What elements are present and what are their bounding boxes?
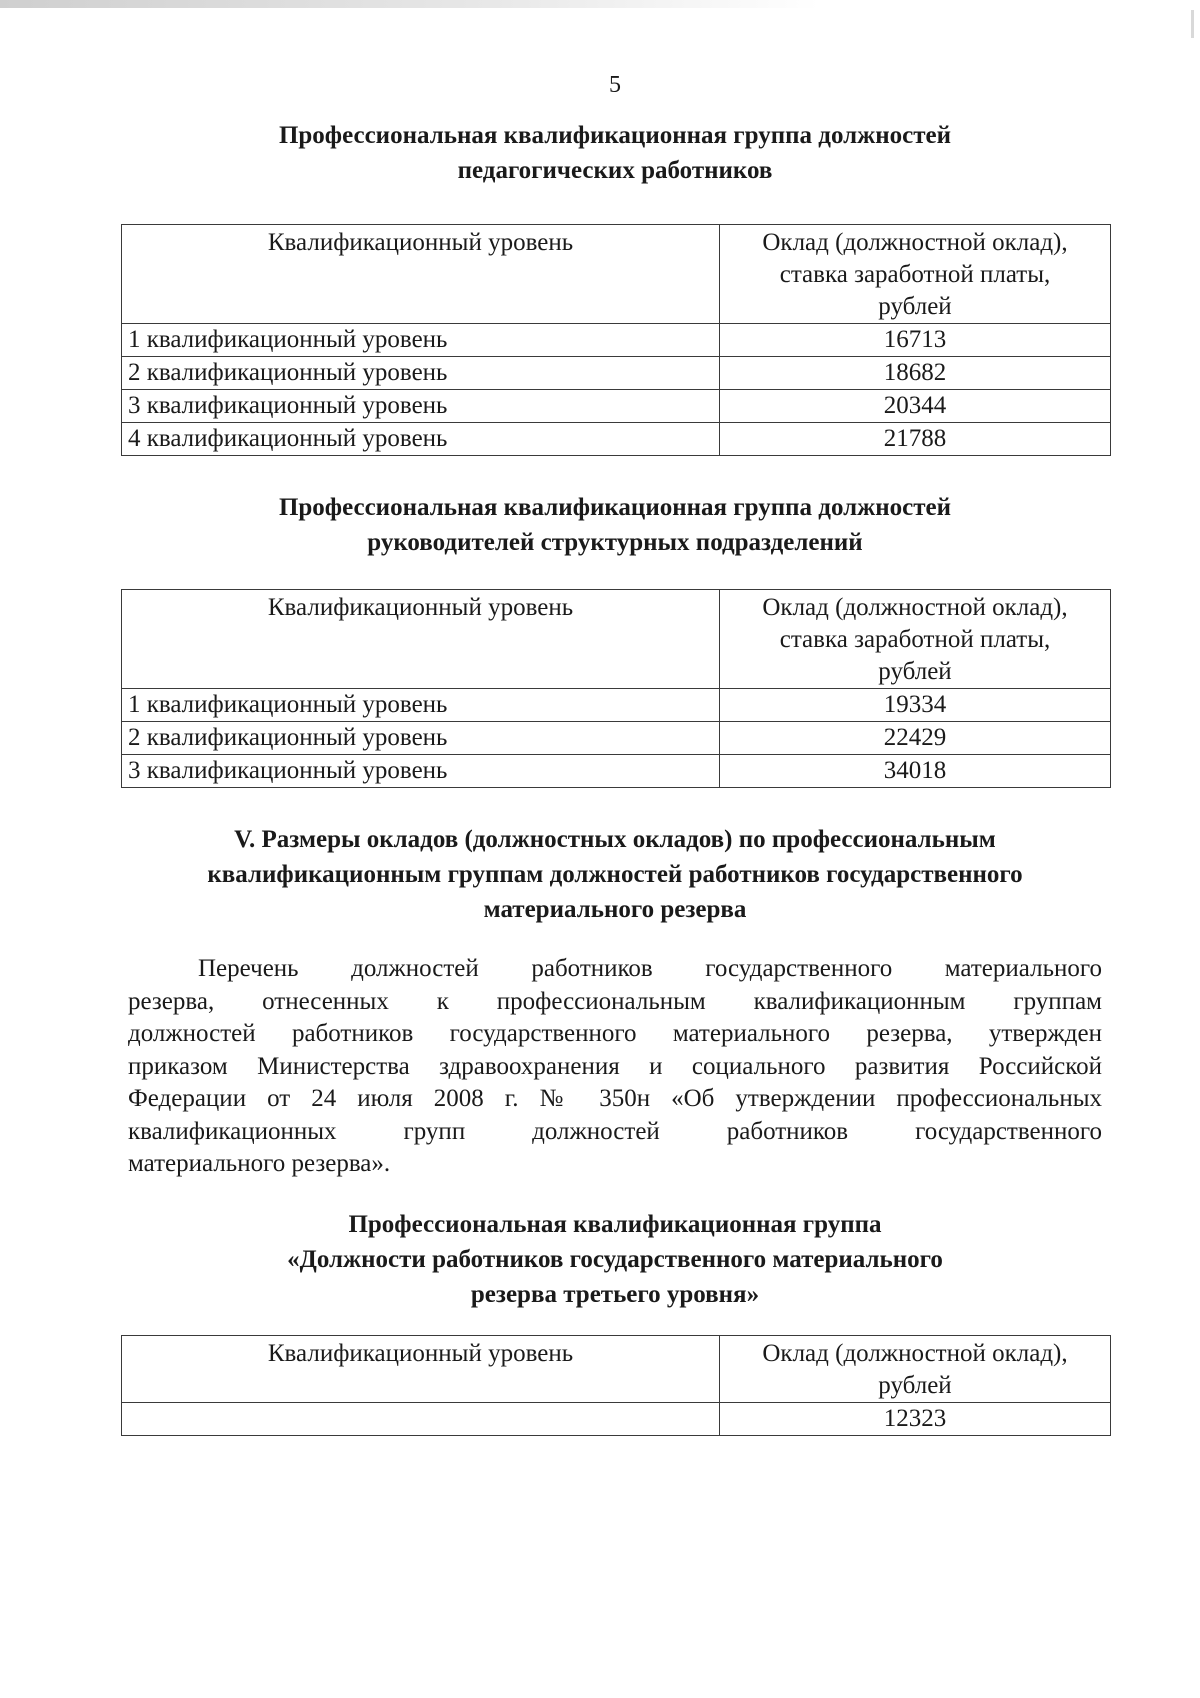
heading-line: «Должности работников государственного материального	[287, 1246, 943, 1273]
paragraph-line: Федерации от 24 июля 2008 г. № 350н «Об утверждении профессиональных	[128, 1085, 1102, 1112]
paragraph-line: квалификационных групп должностей работников государственного	[128, 1117, 1102, 1145]
header-salary-line: Оклад (должностной оклад),	[762, 229, 1068, 256]
salary-cell: 34018	[720, 755, 1111, 788]
table-row	[122, 1403, 1111, 1436]
chapter-heading	[120, 822, 1110, 927]
heading-line: квалификационным группам должностей работников государственного	[207, 861, 1023, 888]
table-row	[122, 423, 1111, 456]
table-header-row	[122, 225, 1111, 324]
salary-table-pedagogical	[121, 224, 1111, 456]
heading-line: Профессиональная квалификационная группа должностей	[278, 122, 952, 149]
heading-line: резерва третьего уровня»	[470, 1281, 760, 1308]
qualification-level-cell: 2 квалификационный уровень	[122, 357, 720, 390]
heading-line: Профессиональная квалификационная группа	[348, 1211, 882, 1238]
header-salary-line: рублей	[878, 293, 952, 320]
qualification-level-cell: 1 квалификационный уровень	[122, 689, 720, 722]
header-salary	[720, 1336, 1111, 1403]
heading-line: руководителей структурных подразделений	[367, 529, 863, 556]
table-row	[122, 324, 1111, 357]
qualification-level-cell: 1 квалификационный уровень	[122, 324, 720, 357]
salary-cell: 12323	[720, 1403, 1111, 1436]
salary-cell: 19334	[720, 689, 1111, 722]
header-salary-line: Оклад (должностной оклад),	[762, 1340, 1068, 1367]
salary-cell: 22429	[720, 722, 1111, 755]
salary-cell: 21788	[720, 423, 1111, 456]
header-qualification-level: Квалификационный уровень	[122, 225, 720, 324]
paragraph-line: Перечень должностей работников государственного материального	[198, 955, 1102, 982]
header-salary-line: рублей	[878, 658, 952, 685]
heading-line: материального резерва	[483, 896, 747, 923]
header-salary	[720, 590, 1111, 689]
table-row	[122, 755, 1111, 788]
header-salary-line: ставка заработной платы,	[779, 626, 1051, 653]
qualification-level-cell: 2 квалификационный уровень	[122, 722, 720, 755]
salary-cell: 18682	[720, 357, 1111, 390]
section-heading-pedagogical	[120, 118, 1110, 188]
paragraph-line: должностей работников государственного материального резерва, утвержден	[128, 1020, 1102, 1047]
header-salary	[720, 225, 1111, 324]
table-row	[122, 357, 1111, 390]
table-row	[122, 722, 1111, 755]
heading-line: Профессиональная квалификационная группа должностей	[278, 494, 952, 521]
scan-edge-artifact	[0, 0, 820, 8]
table-row	[122, 390, 1111, 423]
paragraph-line: резерва, отнесенных к профессиональным квалификационным группам	[128, 987, 1102, 1015]
salary-table-reserve	[121, 1335, 1111, 1436]
header-qualification-level: Квалификационный уровень	[122, 590, 720, 689]
salary-cell: 16713	[720, 324, 1111, 357]
qualification-level-cell: 3 квалификационный уровень	[122, 755, 720, 788]
header-salary-line: Оклад (должностной оклад),	[762, 594, 1068, 621]
qualification-level-cell: 4 квалификационный уровень	[122, 423, 720, 456]
section-heading-reserve	[120, 1207, 1110, 1312]
body-paragraph	[128, 953, 1102, 1181]
header-salary-line: ставка заработной платы,	[779, 261, 1051, 288]
table-header-row	[122, 1336, 1111, 1403]
table-row	[122, 689, 1111, 722]
salary-table-heads	[121, 589, 1111, 788]
salary-cell: 20344	[720, 390, 1111, 423]
page-number: 5	[609, 72, 621, 98]
qualification-level-cell: 3 квалификационный уровень	[122, 390, 720, 423]
heading-line: V. Размеры окладов (должностных окладов) по профессиональным	[234, 826, 996, 853]
table-header-row	[122, 590, 1111, 689]
paragraph-line: материального резерва».	[128, 1150, 391, 1177]
paragraph-line: приказом Министерства здравоохранения и социального развития Российской	[128, 1052, 1102, 1080]
scan-edge-artifact-right	[1191, 10, 1194, 38]
section-heading-heads	[120, 490, 1110, 560]
header-qualification-level: Квалификационный уровень	[122, 1336, 720, 1403]
header-salary-line: рублей	[878, 1372, 952, 1399]
heading-line: педагогических работников	[457, 157, 773, 184]
qualification-level-cell	[122, 1403, 720, 1436]
